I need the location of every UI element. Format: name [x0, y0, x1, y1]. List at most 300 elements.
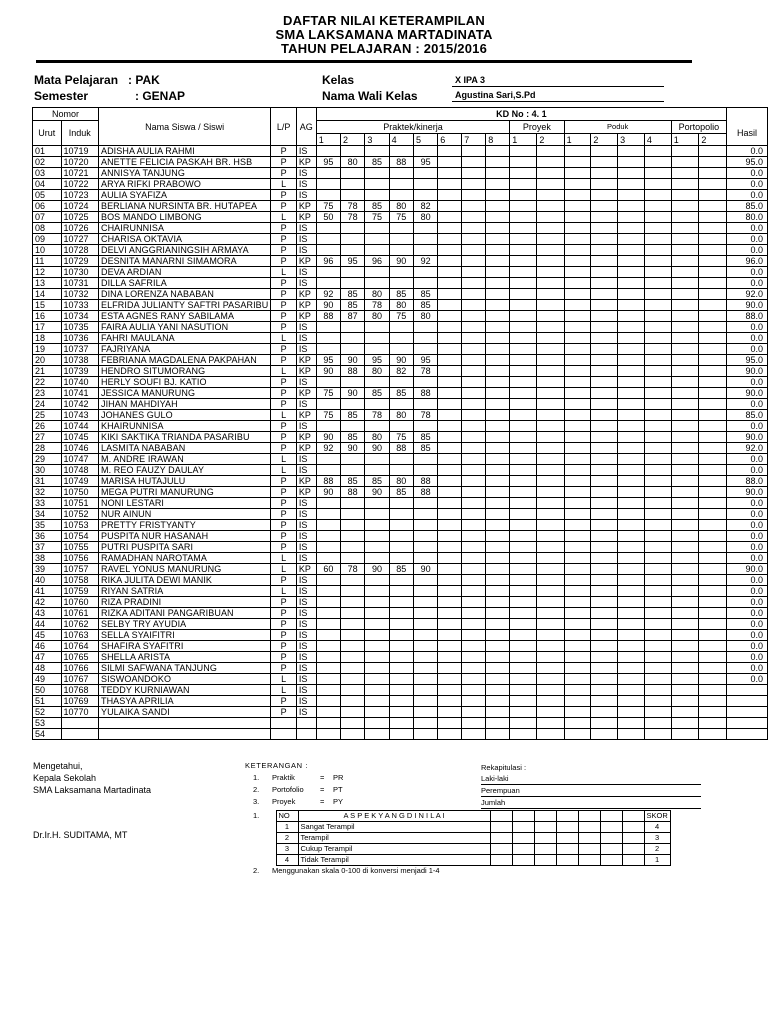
row-nama: KIKI SAKTIKA TRIANDA PASARIBU — [98, 432, 270, 443]
row-score — [486, 201, 510, 212]
kelas-label: Kelas — [322, 73, 355, 87]
aspek-skor: 3 — [644, 833, 670, 844]
row-nama: HENDRO SITUMORANG — [98, 366, 270, 377]
row-score — [644, 223, 671, 234]
row-score — [341, 553, 365, 564]
row-score — [510, 575, 537, 586]
row-score — [564, 344, 591, 355]
row-score — [462, 718, 486, 729]
row-score — [486, 608, 510, 619]
row-ag: IS — [296, 267, 316, 278]
urut-header: Urut — [33, 121, 62, 146]
row-score — [537, 322, 564, 333]
wali-value: Agustina Sari,S.Pd — [455, 90, 536, 100]
row-score — [644, 245, 671, 256]
row-score — [438, 630, 462, 641]
row-score — [644, 542, 671, 553]
row-score — [341, 146, 365, 157]
row-lp: P — [271, 234, 296, 245]
row-score — [486, 685, 510, 696]
row-score — [591, 190, 618, 201]
row-lp: P — [271, 278, 296, 289]
row-score — [591, 696, 618, 707]
row-score — [699, 201, 727, 212]
row-score — [438, 498, 462, 509]
row-ag: IS — [296, 322, 316, 333]
row-score — [486, 245, 510, 256]
grades-table — [32, 107, 768, 740]
row-induk: 10723 — [61, 190, 98, 201]
row-score — [316, 641, 340, 652]
table-row — [33, 311, 768, 322]
row-score — [564, 333, 591, 344]
row-score — [438, 410, 462, 421]
row-score — [389, 597, 413, 608]
row-lp: P — [271, 432, 296, 443]
row-score — [618, 179, 645, 190]
row-score — [618, 256, 645, 267]
table-row — [33, 608, 768, 619]
row-score: 95 — [316, 157, 340, 168]
row-score — [671, 234, 699, 245]
table-row — [33, 685, 768, 696]
row-hasil: 0.0 — [726, 520, 767, 531]
row-score — [644, 465, 671, 476]
row-score — [618, 234, 645, 245]
row-score — [699, 564, 727, 575]
row-score: 78 — [341, 201, 365, 212]
row-score — [671, 377, 699, 388]
row-score — [671, 399, 699, 410]
row-score — [462, 234, 486, 245]
row-score — [341, 641, 365, 652]
row-score — [341, 179, 365, 190]
row-score — [591, 289, 618, 300]
row-score: 85 — [365, 201, 389, 212]
row-lp: P — [271, 245, 296, 256]
row-score — [438, 245, 462, 256]
row-induk: 10742 — [61, 399, 98, 410]
row-score — [644, 454, 671, 465]
row-score — [486, 476, 510, 487]
row-induk — [61, 729, 98, 740]
row-score — [462, 256, 486, 267]
subcol-produk-3: 3 — [618, 134, 645, 146]
row-lp: L — [271, 333, 296, 344]
table-row — [33, 212, 768, 223]
row-score — [671, 520, 699, 531]
row-score — [671, 531, 699, 542]
row-score — [316, 509, 340, 520]
row-score — [537, 388, 564, 399]
row-ag: KP — [296, 212, 316, 223]
row-score — [462, 542, 486, 553]
row-score — [510, 146, 537, 157]
aspek-blank-cell — [600, 855, 622, 866]
row-score — [671, 630, 699, 641]
row-score: 82 — [389, 366, 413, 377]
row-nama: JIHAN MAHDIYAH — [98, 399, 270, 410]
row-score — [699, 663, 727, 674]
row-nama: ARYA RIFKI PRABOWO — [98, 179, 270, 190]
row-score — [699, 696, 727, 707]
row-score — [564, 190, 591, 201]
row-score: 75 — [316, 410, 340, 421]
row-score — [462, 663, 486, 674]
row-score — [413, 729, 437, 740]
row-score — [564, 421, 591, 432]
row-score — [537, 575, 564, 586]
row-score — [618, 322, 645, 333]
row-score — [564, 322, 591, 333]
row-score — [644, 355, 671, 366]
row-urut: 13 — [33, 278, 62, 289]
row-score — [644, 278, 671, 289]
row-score: 90 — [389, 256, 413, 267]
row-induk: 10751 — [61, 498, 98, 509]
row-score — [316, 586, 340, 597]
row-nama: RIZKA ADITANI PANGARIBUAN — [98, 608, 270, 619]
row-score — [618, 718, 645, 729]
row-score — [644, 663, 671, 674]
row-score — [486, 531, 510, 542]
row-score — [341, 190, 365, 201]
row-score — [537, 674, 564, 685]
row-score — [413, 465, 437, 476]
row-lp: P — [271, 498, 296, 509]
row-score — [389, 168, 413, 179]
row-score — [671, 157, 699, 168]
row-score — [510, 212, 537, 223]
row-hasil: 0.0 — [726, 146, 767, 157]
row-hasil: 0.0 — [726, 179, 767, 190]
row-urut: 50 — [33, 685, 62, 696]
row-score — [671, 168, 699, 179]
row-score — [591, 476, 618, 487]
row-score — [644, 630, 671, 641]
row-urut: 17 — [33, 322, 62, 333]
row-score — [537, 564, 564, 575]
row-score — [591, 520, 618, 531]
row-score — [618, 366, 645, 377]
row-score — [413, 685, 437, 696]
row-score — [564, 476, 591, 487]
row-nama: FAIRA AULIA YANI NASUTION — [98, 322, 270, 333]
kelas-value: X IPA 3 — [455, 75, 486, 85]
row-score — [591, 278, 618, 289]
row-score — [365, 575, 389, 586]
row-score — [618, 157, 645, 168]
row-lp: L — [271, 553, 296, 564]
row-score — [591, 432, 618, 443]
table-row — [33, 729, 768, 740]
row-score — [591, 597, 618, 608]
row-score — [341, 344, 365, 355]
row-score — [389, 498, 413, 509]
row-score — [671, 223, 699, 234]
row-score — [591, 652, 618, 663]
row-nama: DILLA SAFRILA — [98, 278, 270, 289]
induk-header: Induk — [61, 121, 98, 146]
row-score — [389, 245, 413, 256]
row-score — [365, 674, 389, 685]
subcol-praktek-7: 7 — [462, 134, 486, 146]
row-score — [438, 157, 462, 168]
row-score: 80 — [389, 201, 413, 212]
row-lp: L — [271, 179, 296, 190]
table-row — [33, 322, 768, 333]
row-score — [591, 685, 618, 696]
row-score — [389, 707, 413, 718]
row-lp: P — [271, 190, 296, 201]
aspek-name: Sangat Terampil — [298, 822, 490, 833]
row-score — [462, 190, 486, 201]
row-nama: SELLA SYAIFITRI — [98, 630, 270, 641]
row-score — [671, 498, 699, 509]
aspek-blank-cell — [556, 855, 578, 866]
row-nama: MEGA PUTRI MANURUNG — [98, 487, 270, 498]
rekap-item: Perempuan — [481, 786, 520, 795]
row-ag: IS — [296, 586, 316, 597]
row-score — [644, 619, 671, 630]
row-score — [618, 619, 645, 630]
row-ag: IS — [296, 575, 316, 586]
row-score — [699, 377, 727, 388]
row-score — [438, 674, 462, 685]
row-score — [486, 179, 510, 190]
row-score — [486, 597, 510, 608]
row-score — [644, 322, 671, 333]
row-score — [510, 476, 537, 487]
row-score — [618, 355, 645, 366]
row-score — [644, 388, 671, 399]
row-score — [438, 718, 462, 729]
row-hasil: 0.0 — [726, 465, 767, 476]
row-score — [699, 707, 727, 718]
row-score — [462, 157, 486, 168]
row-score — [316, 685, 340, 696]
row-urut: 23 — [33, 388, 62, 399]
aspek-blank-cell — [556, 811, 578, 822]
row-urut: 02 — [33, 157, 62, 168]
row-score: 88 — [413, 388, 437, 399]
row-score — [699, 520, 727, 531]
aspek-number: 1. — [253, 811, 260, 820]
row-induk: 10770 — [61, 707, 98, 718]
row-induk: 10764 — [61, 641, 98, 652]
row-hasil: 0.0 — [726, 586, 767, 597]
row-score: 96 — [316, 256, 340, 267]
row-score — [510, 267, 537, 278]
row-score — [537, 399, 564, 410]
row-score — [699, 476, 727, 487]
row-score — [564, 168, 591, 179]
row-ag: IS — [296, 674, 316, 685]
row-score — [486, 267, 510, 278]
row-score — [537, 509, 564, 520]
row-score — [510, 432, 537, 443]
row-lp: P — [271, 520, 296, 531]
row-score — [389, 344, 413, 355]
row-score — [413, 344, 437, 355]
row-lp: P — [271, 344, 296, 355]
row-hasil — [726, 685, 767, 696]
row-score — [591, 564, 618, 575]
aspek-no-header: NO — [276, 811, 298, 822]
aspek-blank-cell — [622, 822, 644, 833]
row-hasil: 0.0 — [726, 223, 767, 234]
row-score — [316, 619, 340, 630]
row-urut: 30 — [33, 465, 62, 476]
subcol-praktek-4: 4 — [389, 134, 413, 146]
row-score — [699, 168, 727, 179]
row-score — [618, 575, 645, 586]
row-score — [510, 729, 537, 740]
title-line-3: TAHUN PELAJARAN : 2015/2016 — [281, 41, 487, 56]
row-score: 87 — [341, 311, 365, 322]
table-row — [33, 421, 768, 432]
row-hasil: 96.0 — [726, 256, 767, 267]
row-score — [510, 355, 537, 366]
row-score — [671, 344, 699, 355]
row-score — [486, 630, 510, 641]
row-score — [644, 487, 671, 498]
row-score — [389, 223, 413, 234]
row-score — [699, 454, 727, 465]
row-score — [618, 476, 645, 487]
row-score — [699, 685, 727, 696]
row-hasil: 90.0 — [726, 564, 767, 575]
row-lp — [271, 729, 296, 740]
row-score — [462, 201, 486, 212]
row-induk: 10736 — [61, 333, 98, 344]
row-score — [510, 498, 537, 509]
row-score — [316, 575, 340, 586]
row-score — [564, 608, 591, 619]
row-score — [438, 333, 462, 344]
table-row — [33, 663, 768, 674]
aspek-name: Tidak Terampil — [298, 855, 490, 866]
table-row — [33, 399, 768, 410]
row-urut: 04 — [33, 179, 62, 190]
row-score — [699, 344, 727, 355]
row-score — [510, 531, 537, 542]
row-score — [341, 520, 365, 531]
row-score — [618, 377, 645, 388]
proyek-header: Proyek — [510, 121, 564, 134]
aspek-blank-cell — [512, 811, 534, 822]
row-score: 80 — [365, 311, 389, 322]
row-score — [462, 575, 486, 586]
row-score — [699, 608, 727, 619]
row-ag — [296, 718, 316, 729]
row-score — [591, 663, 618, 674]
row-score — [591, 377, 618, 388]
row-score: 85 — [341, 432, 365, 443]
row-nama — [98, 729, 270, 740]
row-score — [537, 729, 564, 740]
row-induk: 10737 — [61, 344, 98, 355]
row-score — [591, 509, 618, 520]
rekap-line — [481, 796, 701, 797]
row-score — [537, 663, 564, 674]
row-score — [389, 399, 413, 410]
row-hasil: 95.0 — [726, 355, 767, 366]
row-score — [413, 553, 437, 564]
row-score — [438, 729, 462, 740]
row-urut: 52 — [33, 707, 62, 718]
row-nama: AULIA SYAFIZA — [98, 190, 270, 201]
aspek-gutter — [262, 822, 276, 833]
row-ag: IS — [296, 465, 316, 476]
row-score — [564, 179, 591, 190]
row-score — [389, 641, 413, 652]
keterangan-k: Portofolio — [272, 785, 304, 794]
row-score — [510, 333, 537, 344]
row-score — [671, 597, 699, 608]
row-score — [644, 586, 671, 597]
row-score — [341, 663, 365, 674]
row-score — [671, 245, 699, 256]
row-score — [316, 663, 340, 674]
row-score — [671, 355, 699, 366]
row-score: 75 — [316, 201, 340, 212]
row-score — [564, 630, 591, 641]
row-score: 90 — [365, 443, 389, 454]
row-nama: ANNISYA TANJUNG — [98, 168, 270, 179]
school-name: SMA Laksamana Martadinata — [33, 785, 152, 795]
row-score — [564, 300, 591, 311]
row-score — [316, 399, 340, 410]
row-score — [671, 641, 699, 652]
row-score — [316, 608, 340, 619]
row-score — [365, 509, 389, 520]
row-score: 88 — [413, 487, 437, 498]
row-lp: L — [271, 366, 296, 377]
row-score — [486, 509, 510, 520]
row-score — [462, 553, 486, 564]
row-score: 90 — [365, 487, 389, 498]
row-score — [564, 256, 591, 267]
row-score — [316, 542, 340, 553]
row-urut: 11 — [33, 256, 62, 267]
row-score — [591, 212, 618, 223]
row-score — [591, 311, 618, 322]
row-score — [316, 245, 340, 256]
row-score — [438, 201, 462, 212]
row-score — [486, 652, 510, 663]
aspek-blank-cell — [534, 844, 556, 855]
row-score: 85 — [341, 476, 365, 487]
row-score: 78 — [413, 410, 437, 421]
row-score — [618, 388, 645, 399]
row-score — [341, 718, 365, 729]
row-urut: 43 — [33, 608, 62, 619]
row-induk: 10756 — [61, 553, 98, 564]
row-ag: KP — [296, 487, 316, 498]
row-lp: L — [271, 586, 296, 597]
row-score — [389, 278, 413, 289]
row-score — [699, 509, 727, 520]
table-row — [33, 542, 768, 553]
row-hasil: 0.0 — [726, 190, 767, 201]
row-score — [389, 674, 413, 685]
row-induk: 10745 — [61, 432, 98, 443]
row-score — [671, 685, 699, 696]
row-score — [537, 179, 564, 190]
row-nama: NUR AINUN — [98, 509, 270, 520]
row-induk: 10719 — [61, 146, 98, 157]
